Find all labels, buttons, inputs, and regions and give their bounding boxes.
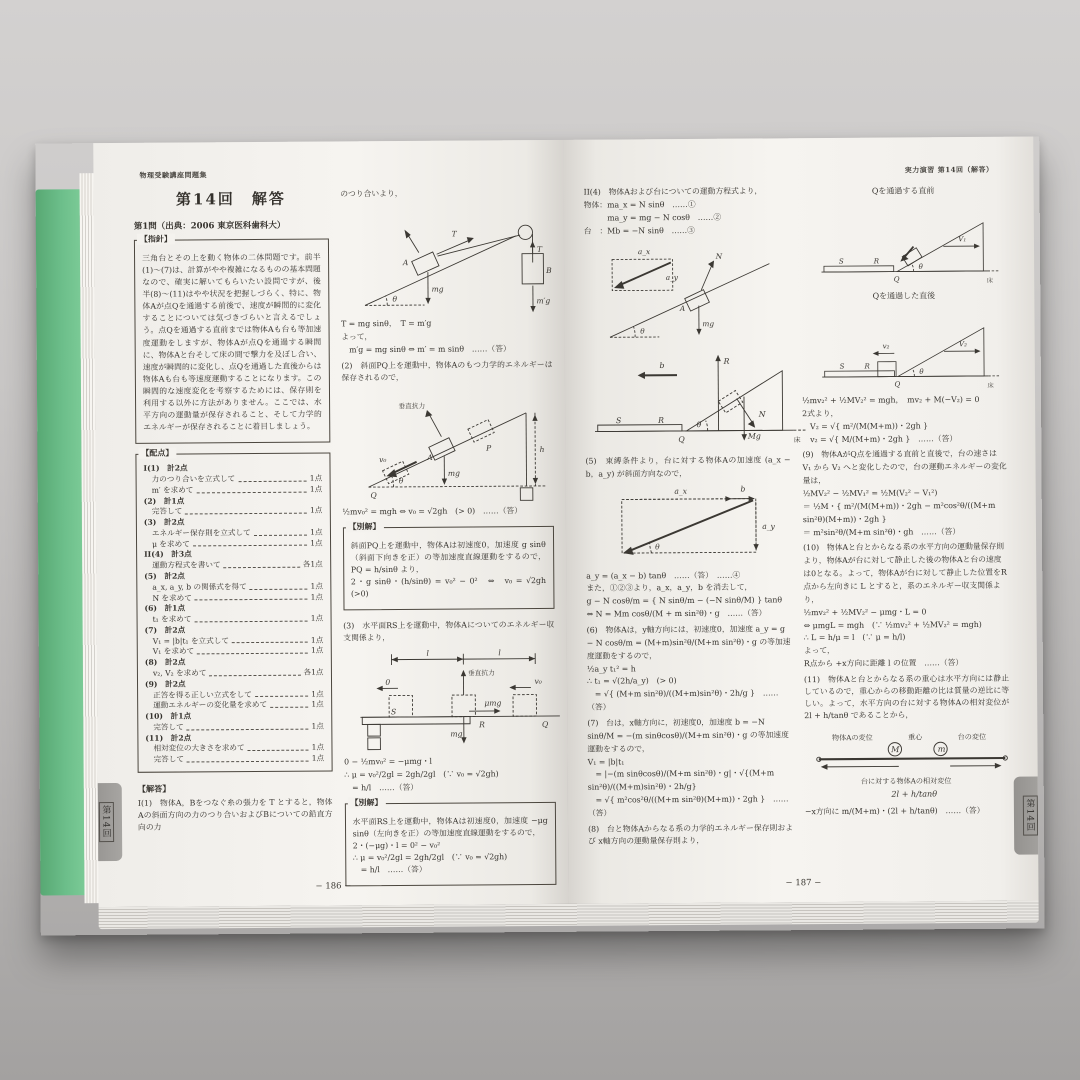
diagram-shapes — [609, 259, 769, 338]
svg-text:V₂: V₂ — [958, 339, 967, 349]
svg-text:θ: θ — [640, 327, 645, 337]
solution-text: (8) 台と物体Aからなる系の力学的エネルギー保存則および x軸方向の運動量保存則より， — [588, 823, 794, 846]
haiten-row: 相対変位の大きさを求めて 1点 — [153, 742, 325, 754]
svg-text:床: 床 — [987, 382, 994, 390]
haiten-row: エネルギー保存則を立式して 1点 — [151, 527, 323, 538]
page-number-left: − 186 − — [315, 881, 352, 892]
haiten-row: (8) 計2点 — [144, 657, 186, 667]
open-book — [35, 137, 1045, 936]
figure-title-before-q: Qを通過する直前 — [871, 186, 935, 196]
haiten-row: (5) 計2点 — [144, 571, 185, 581]
wedge-forces-diagram — [585, 344, 816, 454]
svg-text:A: A — [426, 452, 433, 462]
haiten-row: (7) 計2点 — [144, 625, 186, 635]
haiten-row: v₂, V₂ を求めて 各1点 — [152, 667, 324, 678]
problem-heading: 第1問（出典：2006 東京医科歯科大） — [133, 220, 286, 232]
svg-text:物体Aの変位: 物体Aの変位 — [831, 733, 873, 743]
block-acceleration-diagram — [584, 240, 800, 343]
bekkai-label: 【別解】 — [345, 521, 383, 532]
solution-math: T = mg sinθ， T = m′g よって， m′g = mg sinθ ⇔ m′ = m sinθ ……（答） — [341, 318, 511, 355]
svg-text:l: l — [426, 648, 429, 658]
page-title: 第14回 解答 — [175, 189, 286, 209]
svg-text:T: T — [536, 244, 542, 254]
bekkai-box-2 — [344, 796, 556, 887]
solution-math: a_y = (a_x − b) tanθ ……（答） ……④ また，①②③より，a_x，a_y，b を消去して， g − N cosθ/m = { N sinθ/m − (−N sinθ/M) } tanθ ⇔ N = Mm cosθ/(M + m sin²θ)・g ……（答） — [586, 570, 783, 619]
book-cover-edge — [36, 189, 87, 895]
haiten-box — [135, 447, 332, 773]
running-head-left: 物理受験講座問題集 — [139, 170, 208, 180]
haiten-row: V₁ = |b|t₁ を立式して 1点 — [152, 635, 324, 646]
svg-text:S: S — [839, 361, 845, 371]
haiten-row: 完答して 1点 — [153, 721, 324, 732]
solution-math: (6) 物体Aは，y軸方向には，初速度0，加速度 a_y = g − N cosθ/m = (M+m)sin²θ/(M+m sin²θ)・g の等加速度運動をするので， ½a_y t₁² = h ∴ t₁ = √(2h/a_y) (> 0) = √{ (M+m sin²θ)/((M+m)sin²θ)・2h/g } ……（答） — [586, 624, 791, 712]
shishin-label: 【指針】 — [137, 234, 175, 245]
diagram-shapes — [621, 495, 758, 554]
svg-text:Q: Q — [369, 490, 377, 500]
bekkai-box-1 — [343, 520, 555, 611]
kaitou-label: 【解答】 — [137, 783, 171, 794]
chapter-tab-left: 第14回 — [93, 783, 122, 861]
svg-text:N: N — [715, 252, 723, 262]
haiten-row: N を求めて 1点 — [152, 592, 324, 603]
svg-text:l: l — [497, 648, 501, 658]
svg-text:2l + h/tanθ: 2l + h/tanθ — [891, 788, 938, 800]
solution-text: (11) 物体Aと台とからなる系の重心は水平方向には静止しているので，重心からの移動距離の比は質量の逆比に等しい。よって，水平方向の台に対する物体Aの相対変位が 2l + h/tanθ であることから， — [803, 673, 1010, 721]
running-head-right: 実力演習 第14回（解答） — [904, 164, 994, 175]
svg-text:T: T — [451, 229, 457, 239]
svg-text:S: S — [390, 707, 396, 717]
horizontal-friction-diagram — [343, 646, 568, 754]
center-of-mass-diagram — [804, 724, 1020, 803]
svg-text:m: m — [937, 744, 946, 755]
left-column-2 — [340, 184, 556, 875]
solution-math: −x方向に m/(M+m)・(2l + h/tanθ) ……（答） — [804, 806, 985, 817]
svg-text:mg: mg — [449, 729, 463, 739]
svg-text:重心: 重心 — [908, 732, 923, 743]
svg-text:μmg: μmg — [483, 698, 502, 708]
after-q-diagram — [801, 303, 1017, 392]
svg-text:B: B — [545, 266, 552, 276]
left-page-content — [134, 184, 553, 873]
solution-math: (9) 物体AがQ点を通過する直前と直後で，台の速さは V₁ から V₂ へと変化したので，台の運動エネルギーの変化量は， ½MV₂² − ½MV₁² = ½M(V₂² − V₁²) ＝ ½M・{ m²/(M(M+m))・2gh − m²cos²θ/((M+m sin²θ)(M+m))・2gh } ＝ m²sin²θ/(M+m sin²θ)・gh ……（答） — [802, 449, 1007, 537]
svg-text:θ: θ — [654, 541, 660, 551]
svg-text:θ: θ — [398, 476, 404, 486]
haiten-row: I(1) 計2点 — [143, 463, 188, 473]
right-page — [563, 137, 1038, 904]
haiten-row: 運動方程式を書いて 各1点 — [152, 559, 323, 570]
svg-text:垂直抗力: 垂直抗力 — [467, 669, 495, 678]
diagram-shapes — [821, 223, 998, 272]
svg-text:R: R — [723, 357, 730, 367]
haiten-row: t₁ を求めて 1点 — [152, 613, 324, 624]
haiten-row: 運動エネルギーの変化量を求めて 1点 — [153, 699, 324, 711]
left-page — [93, 140, 568, 907]
svg-text:b: b — [739, 484, 745, 494]
svg-text:N: N — [758, 410, 766, 420]
svg-text:A: A — [679, 304, 686, 314]
kaitou-section — [138, 782, 333, 835]
page-number-right: − 187 − — [785, 878, 822, 889]
left-column-1 — [134, 185, 333, 872]
haiten-row: (6) 計1点 — [144, 603, 186, 614]
before-q-diagram — [801, 198, 1017, 287]
svg-text:θ: θ — [392, 294, 397, 304]
haiten-row: (10) 計1点 — [145, 711, 192, 721]
svg-text:θ: θ — [696, 420, 702, 430]
figure-title-after-q: Qを通過した直後 — [872, 291, 936, 301]
bekkai-label: 【別解】 — [347, 797, 385, 808]
svg-text:S: S — [838, 256, 844, 266]
svg-text:a_y: a_y — [665, 273, 678, 283]
bekkai-text: 斜面PQ上を運動中，物体Aは初速度0，加速度 g sinθ（斜面下向きを正）の等加速度直線運動をするので，PQ = h/sinθ より， 2・g sinθ・(h/sinθ) = v₀² − 0² ⇔ v₀ = √2gh (>0) — [350, 539, 554, 599]
svg-text:垂直抗力: 垂直抗力 — [397, 402, 425, 411]
solution-math: (10) 物体Aと台とからなる系の水平方向の運動量保存則より，物体Aが台に対して静止した後の物体Aと台の速度は0となる。よって，物体Aが台に対して静止した位置をR点から左向きに L とすると，系のエネルギー収支関係より， ½mv₂² + ½MV₂² − μmg・L = 0 ⇔ μmgL = mgh (∵ ½mv₂² + ½MV₂² = mgh) ∴ L = h/μ = l (∵ μ = h/l) よって， R点から +x方向に距離 l の位置 ……（答） — [803, 542, 1007, 669]
right-page-content — [584, 181, 1011, 870]
right-column-1 — [583, 182, 801, 869]
haiten-row: 完答して 1点 — [153, 753, 325, 764]
shishin-text: 三角台とその上を動く物体の二体問題です。前半(1)〜(7)は、計算がやや複雑になるものの基本問題なので、確実に解いてもらいたい設問ですが、後半(8)〜(11)はやや状況を把握しづらく、特に、物体Aが点Qを通過する前後で、速度が瞬間的に変化することについては気づきづらいと言えるでしょう。点Qを通過する直前までは物体Aも台も等加速度運動をしますが、物体Aが点Qを通過する瞬間に、物体Aと台そして床の間で撃力を及ぼし合い、速度が瞬間的に変化し、点Qを通過した直後からは物体Aも台も等速度運動することになります。この瞬間的な速度変化を考察するためには、保存則を利用する以外に方法がありません。ここでは、水平方向の運動量が保存されること、そして力学的エネルギーが保存されることに着目しましょう。 — [142, 252, 322, 432]
haiten-row: a_x, a_y, b の関係式を得て 1点 — [152, 581, 323, 592]
shishin-box — [134, 233, 330, 444]
svg-text:床: 床 — [793, 436, 801, 445]
haiten-row: 完答して 1点 — [151, 505, 323, 517]
svg-text:v₂: v₂ — [882, 341, 890, 351]
svg-text:A: A — [402, 258, 408, 268]
svg-text:m′g: m′g — [536, 296, 550, 306]
svg-text:mg: mg — [447, 468, 460, 478]
haiten-label: 【配点】 — [138, 448, 176, 459]
solution-text: のつり合いより， — [340, 188, 403, 199]
haiten-row: (3) 計2点 — [143, 517, 185, 527]
diagram-shapes — [822, 328, 999, 377]
kaitou-text: I(1) 物体A，Bをつなぐ糸の張力を T とすると，物体Aの斜面方向の力のつり合いおよびBについての鉛直方向の力 — [137, 797, 333, 833]
incline-pulley-diagram — [340, 202, 566, 316]
svg-text:a_x: a_x — [637, 247, 651, 257]
svg-text:Q: Q — [541, 720, 548, 730]
haiten-row: 力のつり合いを立式して 1点 — [151, 473, 323, 484]
svg-text:R: R — [478, 720, 485, 730]
svg-text:台の変位: 台の変位 — [957, 732, 987, 742]
svg-text:v₀: v₀ — [378, 454, 387, 464]
svg-text:Q: Q — [893, 274, 900, 284]
svg-text:床: 床 — [986, 277, 994, 285]
acceleration-vector-diagram — [593, 482, 784, 567]
solution-math: (7) 台は，x軸方向に，初速度0，加速度 b = −N sinθ/M = −(m sinθcosθ)/(M+m sin²θ)・g の等加速度運動をするので， V₁ = |b|t₁ = |−(m sinθcosθ)/(M+m sin²θ)・g|・√{(M+m sin²θ)/((M+m)sin²θ)・2h/g} = √{ m²cos²θ/((M+m sin²θ)(M+m))・2gh } ……（答） — [587, 717, 789, 818]
svg-text:R: R — [658, 416, 664, 426]
svg-text:Q: Q — [678, 435, 685, 445]
solution-math: ½mv₀² = mgh ⇔ v₀ = √2gh (> 0) ……（答） — [342, 505, 523, 517]
chapter-tab-right: 第14回 — [1014, 776, 1039, 854]
svg-text:R: R — [873, 256, 880, 266]
svg-text:S: S — [615, 416, 622, 426]
svg-text:V₁: V₁ — [958, 234, 967, 244]
svg-text:台に対する物体Aの相対変位: 台に対する物体Aの相対変位 — [860, 776, 952, 787]
svg-text:a_x: a_x — [673, 486, 687, 496]
svg-text:mg: mg — [431, 284, 444, 294]
svg-text:Mg: Mg — [747, 432, 761, 442]
haiten-row: II(4) 計3点 — [144, 549, 192, 560]
diagram-shapes — [368, 409, 545, 501]
haiten-row: m′ を求めて 1点 — [151, 484, 323, 495]
solution-text: (2) 斜面PQ上を運動中，物体Aのもつ力学的エネルギーは保存されるので， — [341, 359, 553, 383]
svg-text:0: 0 — [384, 677, 390, 688]
svg-text:v₀: v₀ — [534, 676, 542, 686]
page-spread — [93, 137, 1038, 908]
haiten-row: (11) 計2点 — [145, 733, 192, 743]
svg-text:b: b — [659, 361, 665, 371]
solution-math: II(4) 物体Aおよび台についての運動方程式より， 物体：ma_x = N sinθ ……① ma_y = mg − N cosθ ……② 台 ：Mb = −N sinθ ……③ — [583, 186, 763, 236]
solution-math: ½mv₂² + ½MV₂² = mgh， mv₂ + M(−V₂) = 0 2式より， V₂ = √{ m²/(M(M+m))・2gh } v₂ = √{ M/(M+m)・2gh } ……（答） — [802, 394, 980, 444]
bekkai-text: 水平面RS上を運動中，物体Aは初速度0，加速度 −μg sinθ（左向きを正）の等加速度直線運動をするので， 2・(−μg)・l = 0² − v₀² ∴ μ = v₀²/2gl = 2gh/2gl (∵ v₀ = √2gh) = h/l ……（答） — [352, 815, 548, 875]
dotted-leader — [238, 480, 307, 481]
haiten-row: 正答を得る正しい立式をして 1点 — [153, 689, 324, 700]
svg-text:mg: mg — [702, 319, 715, 329]
svg-text:a_y: a_y — [761, 521, 775, 531]
svg-text:M: M — [891, 744, 900, 755]
haiten-row: (9) 計2点 — [144, 679, 186, 689]
svg-text:P: P — [485, 443, 491, 453]
solution-text: (3) 水平面RS上を運動中，物体Aについてのエネルギー収支関係より， — [343, 619, 555, 643]
svg-text:θ: θ — [919, 366, 924, 376]
svg-text:h: h — [539, 444, 545, 454]
svg-text:Q: Q — [894, 379, 901, 389]
haiten-row: V₁ を求めて 1点 — [152, 645, 324, 657]
svg-text:R: R — [864, 361, 870, 371]
solution-math: 0 − ½mv₀² = −μmg・l ∴ μ = v₀²/2gl = 2gh/2gl (∵ v₀ = √2gh) = h/l ……（答） — [344, 756, 499, 793]
svg-text:θ: θ — [918, 261, 923, 271]
haiten-row: μ を求めて 1点 — [152, 538, 323, 549]
right-column-2 — [801, 181, 1011, 868]
diagram-shapes — [817, 742, 1008, 770]
solution-text: (5) 束縛条件より，台に対する物体Aの加速度 (a_x − b，a_y) が斜面方向なので， — [585, 455, 791, 479]
incline-normal-force-diagram — [342, 386, 568, 504]
haiten-row: (2) 計1点 — [143, 495, 185, 506]
